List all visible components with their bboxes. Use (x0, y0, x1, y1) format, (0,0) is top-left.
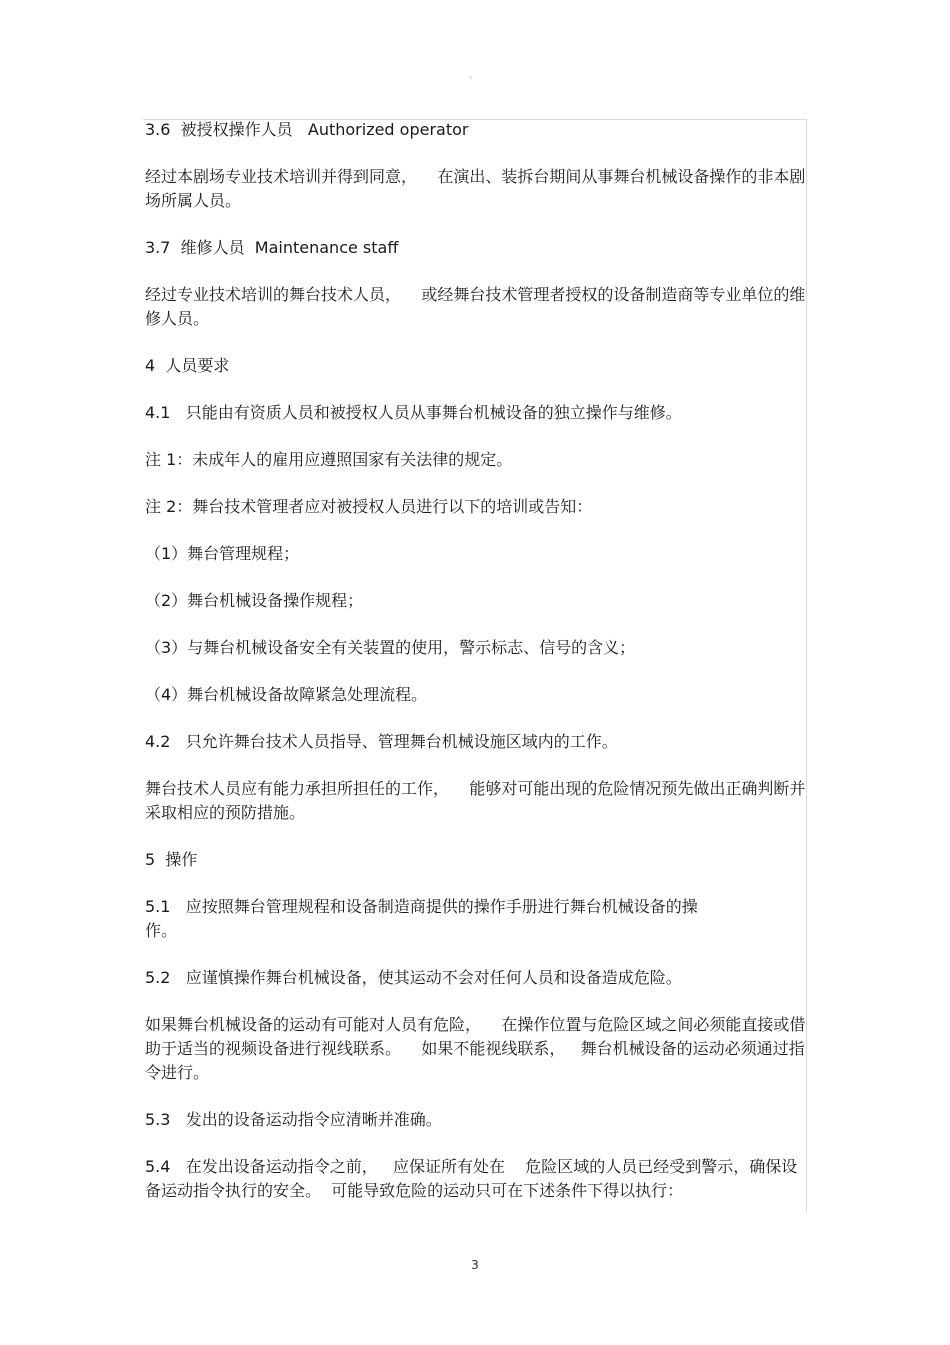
clause-5-4: 5.4 在发出设备运动指令之前， 应保证所有处在 危险区域的人员已经受到警示，确保设备运动指令执行的安全。 可能导致危险的运动只可在下述条件下得以执行： (145, 1157, 798, 1200)
list-item-2: （2）舞台机械设备操作规程； (145, 591, 364, 610)
clause-5-3: 5.3 发出的设备运动指令应清晰并准确。 (145, 1110, 442, 1129)
list-item-1: （1）舞台管理规程； (145, 544, 300, 563)
paragraph-4-2-detail: 舞台技术人员应有能力承担所担任的工作， 能够对可能出现的危险情况预先做出正确判断并采取相应的预防措施。 (145, 779, 806, 822)
heading-3-6: 3.6 被授权操作人员 Authorized operator (145, 120, 469, 139)
list-item-4: （4）舞台机械设备故障紧急处理流程。 (145, 685, 428, 704)
clause-4-2: 4.2 只允许舞台技术人员指导、管理舞台机械设施区域内的工作。 (145, 732, 618, 751)
clause-4-1: 4.1 只能由有资质人员和被授权人员从事舞台机械设备的独立操作与维修。 (145, 403, 682, 422)
clause-5-1: 5.1 应按照舞台管理规程和设备制造商提供的操作手册进行舞台机械设备的操 作。 (145, 897, 698, 940)
list-item-3: （3）与舞台机械设备安全有关装置的使用，警示标志、信号的含义； (145, 638, 636, 657)
document-body (145, 118, 807, 1226)
paragraph-3-7-definition: 经过专业技术培训的舞台技术人员， 或经舞台技术管理者授权的设备制造商等专业单位的维修人员。 (145, 285, 806, 328)
heading-3-7: 3.7 维修人员 Maintenance staff (145, 238, 399, 257)
header-mark: 。 (469, 71, 479, 81)
note-2: 注 2：舞台技术管理者应对被授权人员进行以下的培训或告知： (145, 497, 593, 516)
note-1: 注 1：未成年人的雇用应遵照国家有关法律的规定。 (145, 450, 513, 469)
clause-5-2: 5.2 应谨慎操作舞台机械设备，使其运动不会对任何人员和设备造成危险。 (145, 968, 682, 987)
heading-4: 4 人员要求 (145, 356, 230, 375)
page-number: 3 (471, 1258, 479, 1272)
paragraph-5-2-detail: 如果舞台机械设备的运动有可能对人员有危险， 在操作位置与危险区域之间必须能直接或借助于适当的视频设备进行视线联系。 如果不能视线联系， 舞台机械设备的运动必须通过指令进行。 (145, 1015, 806, 1082)
paragraph-3-6-definition: 经过本剧场专业技术培训并得到同意， 在演出、装拆台期间从事舞台机械设备操作的非本剧场所属人员。 (145, 167, 806, 210)
heading-5: 5 操作 (145, 850, 198, 869)
